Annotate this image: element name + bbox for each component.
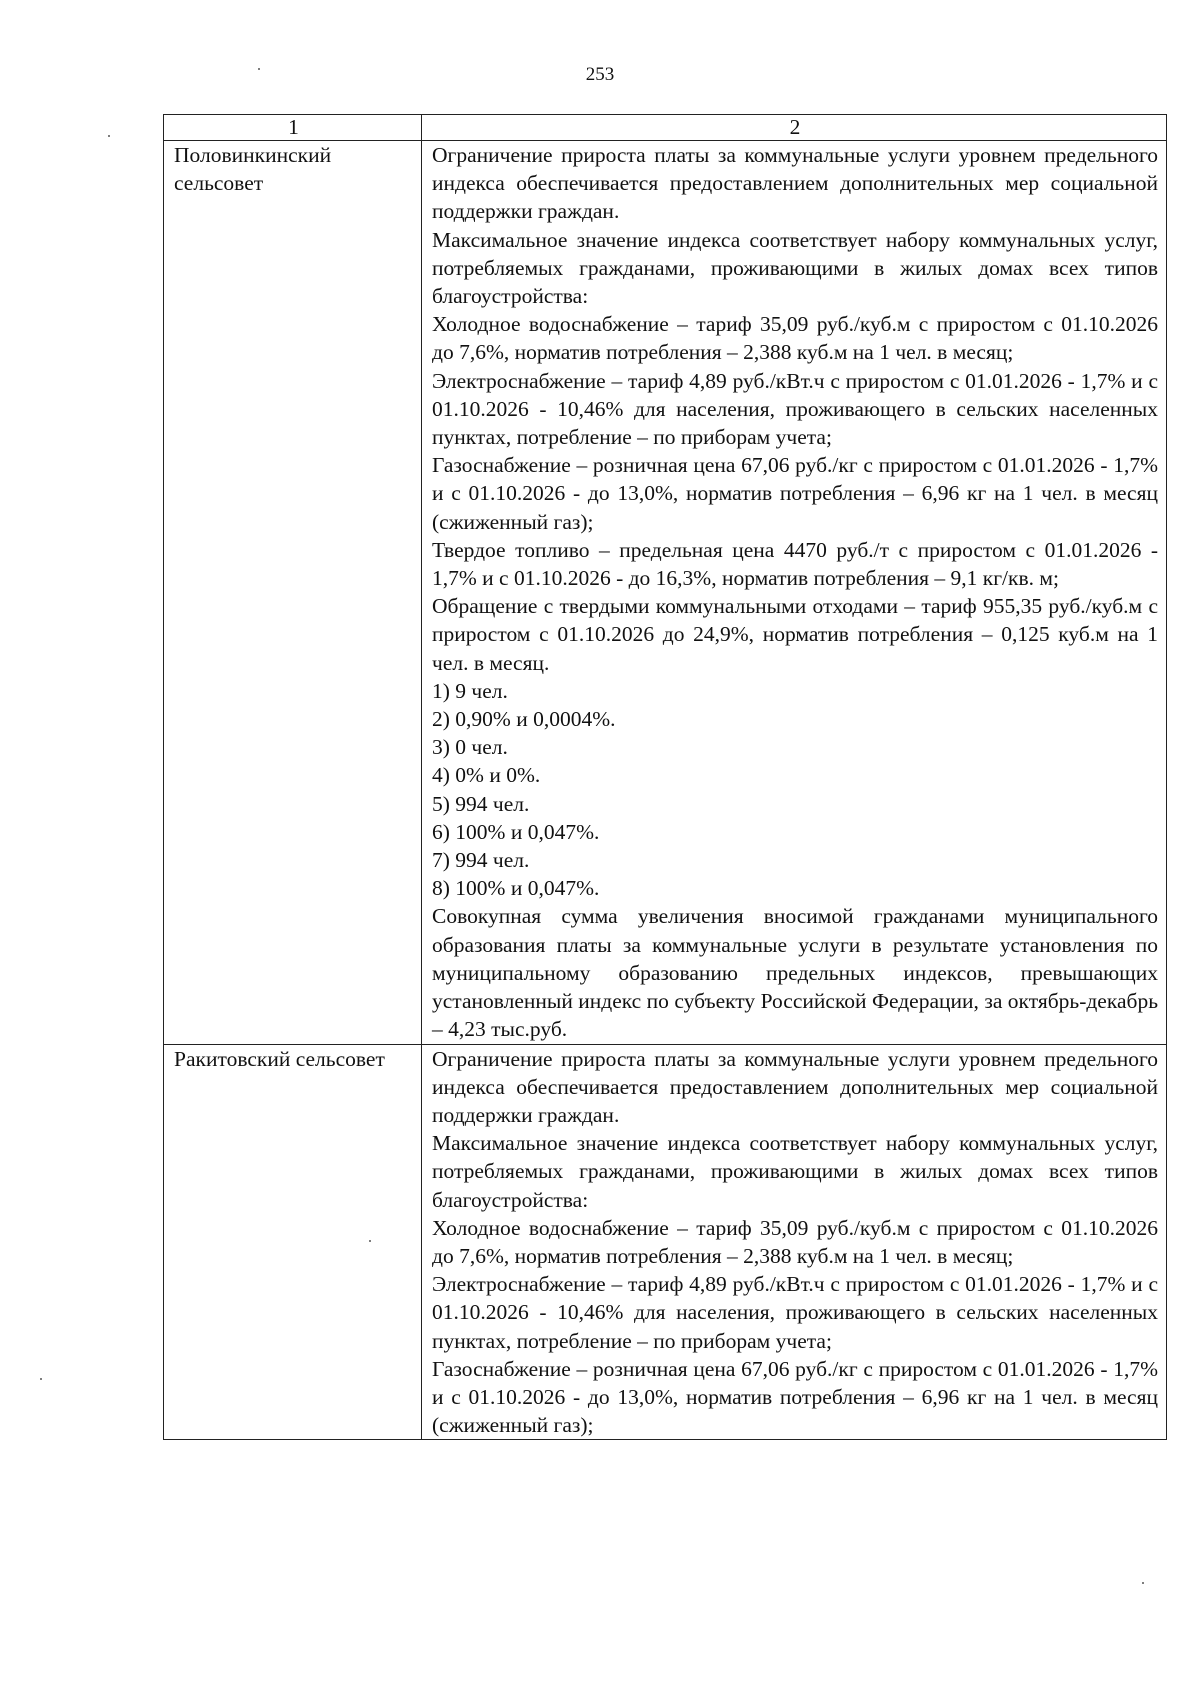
paragraph-max-index: Максимальное значение индекса соответствует набору коммунальных услуг, потребляемых гражданами, проживающими в жилых домах всех типов благоустройства: — [432, 227, 1158, 309]
scan-speck — [108, 135, 110, 137]
page-number: 253 — [585, 64, 615, 85]
paragraph-electricity: Электроснабжение – тариф 4,89 руб./кВт.ч с приростом с 01.01.2026 - 1,7% и с 01.10.2026 - 10,46% для населения, проживающего в сельских населенных пунктах, потребление – по приборам учета; — [432, 1272, 1158, 1353]
municipality-description — [422, 1044, 1167, 1440]
table-row-rakitovsky — [164, 1044, 1167, 1440]
scan-speck — [40, 1378, 42, 1380]
paragraph-solid-fuel: Твердое топливо – предельная цена 4470 руб./т с приростом с 01.01.2026 - 1,7% и с 01.10.2026 - до 16,3%, норматив потребления – 9,1 кг/кв. м; — [432, 537, 1158, 591]
paragraph-restriction: Ограничение прироста платы за коммунальные услуги уровнем предельного индекса обеспечивается предоставлением дополнительных мер социальной поддержки граждан. — [432, 1046, 1158, 1127]
list-item: 2) 0,90% и 0,0004%. — [432, 707, 616, 732]
paragraph-gas: Газоснабжение – розничная цена 67,06 руб./кг с приростом с 01.01.2026 - 1,7% и с 01.10.2026 - до 13,0%, норматив потребления – 6,96 кг на 1 чел. в месяц (сжиженный газ); — [432, 453, 1158, 534]
list-item: 7) 994 чел. — [432, 848, 530, 873]
column-header-2: 2 — [422, 115, 1167, 141]
paragraph-waste: Обращение с твердыми коммунальными отходами – тариф 955,35 руб./куб.м с приростом с 01.10.2026 до 24,9%, норматив потребления – 0,125 куб.м на 1 чел. в месяц. — [432, 594, 1158, 675]
table-row-polovinkinsky — [164, 141, 1167, 1045]
paragraph-electricity: Электроснабжение – тариф 4,89 руб./кВт.ч с приростом с 01.01.2026 - 1,7% и с 01.10.2026 - 10,46% для населения, проживающего в сельских населенных пунктах, потребление – по приборам учета; — [432, 368, 1158, 450]
list-item: 5) 994 чел. — [432, 791, 530, 816]
list-item: 8) 100% и 0,047%. — [432, 876, 600, 901]
paragraph-summary: Совокупная сумма увеличения вносимой гражданами муниципального образования платы за коммунальные услуги в результате установления по муниципальному образованию предельных индексов, превышающих установленный индекс по субъекту Российской Федерации, за октябрь-декабрь – 4,23 тыс.руб. — [432, 904, 1158, 1042]
scan-speck — [1142, 1582, 1144, 1584]
municipality-description — [422, 141, 1167, 1045]
table-header-row — [164, 115, 1167, 141]
list-item: 3) 0 чел. — [432, 735, 508, 760]
municipality-name: Ракитовский сельсовет — [164, 1044, 422, 1440]
list-item: 1) 9 чел. — [432, 678, 508, 703]
municipality-name: Половинкинский сельсовет — [164, 141, 422, 1045]
paragraph-gas: Газоснабжение – розничная цена 67,06 руб./кг с приростом с 01.01.2026 - 1,7% и с 01.10.2026 - до 13,0%, норматив потребления – 6,96 кг на 1 чел. в месяц (сжиженный газ); — [432, 1356, 1158, 1438]
paragraph-max-index: Максимальное значение индекса соответствует набору коммунальных услуг, потребляемых гражданами, проживающими в жилых домах всех типов благоустройства: — [432, 1131, 1158, 1212]
scan-speck — [258, 68, 260, 70]
paragraph-restriction: Ограничение прироста платы за коммунальные услуги уровнем предельного индекса обеспечивается предоставлением дополнительных мер социальной поддержки граждан. — [432, 143, 1158, 224]
document-table — [163, 114, 1167, 1440]
paragraph-cold-water: Холодное водоснабжение – тариф 35,09 руб./куб.м с приростом с 01.10.2026 до 7,6%, норматив потребления – 2,388 куб.м на 1 чел. в месяц; — [432, 312, 1158, 365]
paragraph-cold-water: Холодное водоснабжение – тариф 35,09 руб./куб.м с приростом с 01.10.2026 до 7,6%, норматив потребления – 2,388 куб.м на 1 чел. в месяц; — [432, 1215, 1158, 1268]
list-item: 6) 100% и 0,047%. — [432, 819, 600, 844]
column-header-1: 1 — [164, 115, 422, 141]
list-item: 4) 0% и 0%. — [432, 763, 541, 788]
scan-speck — [369, 1240, 371, 1242]
